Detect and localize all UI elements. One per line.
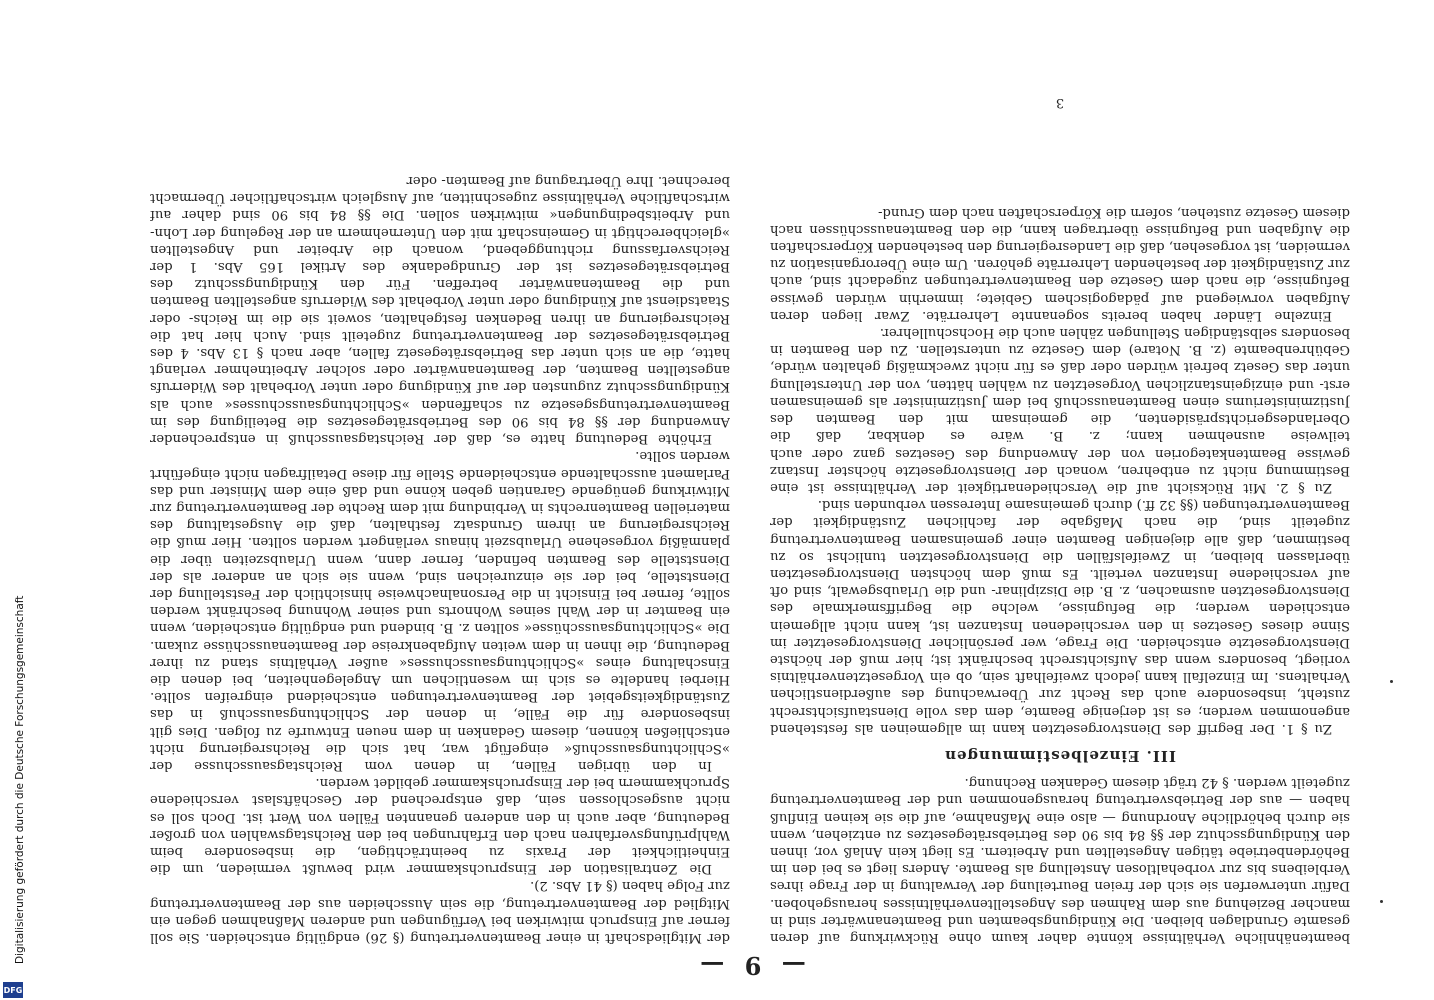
- scan-speck: [1380, 900, 1383, 903]
- page-number: — 9 —: [694, 951, 806, 980]
- digitization-credit-bar: [0, 0, 28, 1000]
- section-paragraph-1: Zu § 1. Der Begriff des Dienstvorgesetzten kann im allgemeinen als feststehend angenommen werden; es ist derjenige Beamte, dem das volle Dienstaufsichtsrecht zusteht, insbesondere auch das Recht zur Überwachung des außerdienstlichen Verhaltens. Im Einzelfall kann jedoch zweifelhaft sein, ob ein Vorgesetztenverhältnis vorliegt, besonders wenn das Aufsichtsrecht beschränkt ist; hier muß der höchste Dienstvorgesetzte entscheiden. Die Frage, wer persönlicher Dienstvorgesetzter im Sinne dieses Gesetzes in den verschiedenen Instanzen ist, kann nicht allgemein entschieden werden; die Befugnisse, welche die Begriffsmerkmale des Dienstvorgesetzten ausmachen, z. B. die Disziplinar- und die Urlaubsgewalt, sind oft auf verschiedene Instanzen verteilt. Es muß dem höchsten Dienstvorgesetzten überlassen bleiben, in Zweifelsfällen die Dienstvorgesetzten tunlichst so zu bestimmen, daß alle diejenigen Beamten einer gemeinsamen Beamtenvertretung zugeteilt sind, die nach Maßgabe der fachlichen Zuständigkeit der Beamtenvertretungen (§§ 32 ff.) durch gemeinsame Interessen verbunden sind.: [770, 497, 1350, 736]
- digitization-credit: Digitalisierung gefördert durch die Deutsche Forschungsgemeinschaft: [14, 595, 26, 964]
- dfg-logo: DFG: [3, 982, 23, 998]
- right-paragraph-3: In den übrigen Fällen, in denen vom Reichstagsausschusse der »Schlichtungsausschuß« eingefügt war, hat sich die Reichsregierung nicht entschließen können, diesem Gedanken in dem neuen Entwurfe zu folgen. Dies gilt insbesondere für die Fälle, in denen der Schlichtungsausschuß in das Zuständigkeitsgebiet der Beamtenvertretungen entscheidend eingreifen sollte. Hierbei handelte es sich im wesentlichen um Angelegenheiten, bei denen die Einschaltung eines »Schlichtungsausschusses« außer Verhältnis stand zu ihrer Bedeutung, die ihnen in dem weiten Aufgabenkreise der Beamtenausschüsse zukam. Die »Schlichtungsausschüsse« sollten z. B. bindend und endgültig entscheiden, wenn ein Beamter in der Wahl seines Wohnorts und seiner Wohnung beschränkt werden sollte, ferner bei Einsicht in die Personalnachweise hinsichtlich der Feststellung der Dienststelle, bei der sie einzureichen sind, wenn sie sich an anderer als der Dienststelle des Beamten befinden, ferner dann, wenn Urlaubszeiten über die planmäßig vorgesehene Urlaubszeit hinaus verlängert werden sollten. Hier muß die Reichsregierung an ihrem Grundsatz festhalten, daß die Ausgestaltung des materiellen Beamtenrechts in Verbindung mit dem Rechte der Beamtenvertretung zur Mitwirkung genügende Garantien geben könne und daß eine dem Minister und das Parlament ausschaltende entscheidende Stelle für diese Detailfragen nicht eingeführt werden sollte.: [150, 448, 730, 773]
- signature-mark: 3: [1055, 95, 1065, 110]
- right-paragraph-1: der Mitgliedschaft in einer Beamtenvertretung (§ 26) endgültig entscheiden. Sie soll ferner auf Einspruch mitwirken bei Verfügungen und anderen Maßnahmen gegen ein Mitglied der Beamtenvertretung, die sein Ausscheiden aus der Beamtenvertretung zur Folge haben (§ 41 Abs. 2).: [150, 878, 730, 945]
- section-heading: III. Einzelbestimmungen: [944, 746, 1176, 765]
- section-paragraph-2: Zu § 2. Mit Rücksicht auf die Verschiedenartigkeit der Verhältnisse ist eine Bestimmung nicht zu entbehren, wonach der Dienstvorgesetzte höchster Instanz gewisse Beamtenkategorien von der Anwendung des Gesetzes ganz oder auch teilweise ausnehmen kann; z. B. wäre es denkbar, daß die Oberlandesgerichtspräsidenten, die gemeinsam mit den Beamten des Justizministeriums einen Beamtenausschuß bei dem Justizminister als gemeinsamen erst- und einzigeinstanzlichen Vorgesetzten zu wählen hätten, von der Unterstellung unter das Gesetz befreit würden oder daß es für nicht zweckmäßig gehalten würde, Gebührenbeamte (z. B. Notare) dem Gesetze zu unterstellen. Zu den Beamten in besonders selbständigen Stellungen zählen auch die Hochschullehrer.: [770, 325, 1350, 495]
- left-paragraph-1: beamtenähnliche Verhältnisse könnte daher kaum ohne Rückwirkung auf deren gesamte Grundlagen bleiben. Die Kündigungsbeamten und Beamtenanwärter sind in mancher Beziehung aus dem Rahmen des Angestelltenverhältnisses herausgehoben. Dafür unterwerfen sie sich der freien Beurteilung der Verwaltung in der Frage ihres Verbleibens bis zur vorbehaltlosen Anstellung als Beamte. Anders liegt es bei den im Behördenbetriebe tätigen Angestellten und Arbeitern. Es liegt kein Anlaß vor, ihnen den Kündigungsschutz der §§ 84 bis 90 des Betriebsrätegesetzes zu entziehen, wenn sie durch behördliche Anordnung — also eine Maßnahme, auf die sie keinen Einfluß haben — aus der Betriebsvertretung herausgenommen und der Beamtenvertretung zugeteilt werden. § 42 trägt diesem Gedanken Rechnung.: [770, 775, 1350, 945]
- right-paragraph-4: Erhöhte Bedeutung hatte es, daß der Reichstagsausschuß in entsprechender Anwendung der §§ 84 bis 90 des Betriebsrätegesetzes die Beteiligung des im Beamtenvertretungsgesetze zu schaffenden »Schlichtungsausschusses« auch als Kündigungsschutz zugunsten der auf Kündigung oder unter Vorbehalt des Widerrufs angestellten Beamten, der Beamtenanwärter oder solcher Arbeitnehmer verlangt hatte, die an sich unter das Betriebsrätegesetz fallen, aber nach § 13 Abs. 4 des Betriebsrätegesetzes der Beamtenvertretung zugeteilt sind. Auch hier hat die Reichsregierung an ihren Bedenken festgehalten, soweit sie die im Reichs- oder Staatsdienst auf Kündigung oder unter Vorbehalt des Widerrufs angestellten Beamten und die Beamtenanwärter betreffen. Für den Kündigungsschutz des Betriebsrätegesetzes ist der Grundgedanke des Artikel 165 Abs. 1 der Reichsverfassung richtunggebend, wonach die Arbeiter und Angestellten »gleichberechtigt in Gemeinschaft mit den Unternehmern an der Regelung der Lohn- und Arbeitsbedingungen« mitwirken sollen. Die §§ 84 bis 90 sind daher auf wirtschaftliche Verhältnisse zugeschnitten, auf Ausgleich wirtschaftlicher Übermacht berechnet. Ihre Übertragung auf Beamten- oder: [150, 173, 730, 447]
- left-column: [770, 96, 1350, 946]
- right-paragraph-2: Die Zentralisation der Einspruchskammer wird bewußt vermieden, um die Einheitlichkeit der Praxis zu beeinträchtigen, die insbesondere beim Wahlprüfungsverfahren nach den Erfahrungen bei den Reichstagswahlen von großer Bedeutung, aber auch in den anderen genannten Fällen von Wert ist. Doch soll es nicht ausgeschlossen sein, daß entsprechend der Geschäftslast verschiedene Spruchkammern bei der Einspruchskammer gebildet werden.: [150, 775, 730, 877]
- section-paragraph-3: Einzelne Länder haben bereits sogenannte Lehrerräte. Zwar liegen deren Aufgaben vorwiegend auf pädagogischem Gebiete; immerhin würden gewisse Befugnisse, die nach dem Gesetze den Beamtenvertretungen zugedacht sind, auch zur Zuständigkeit der bestehenden Lehrerräte gehören. Um eine Überorganisation zu vermeiden, ist vorgesehen, daß die Landesregierung den bestehenden Körperschaften die Aufgaben und Befugnisse übertragen kann, die den Beamtenausschüssen nach diesem Gesetze zustehen, sofern die Körperschaften nach dem Grund-: [770, 204, 1350, 323]
- right-column: [150, 96, 730, 946]
- scanned-page: [150, 80, 1350, 980]
- scan-speck: [1390, 680, 1393, 683]
